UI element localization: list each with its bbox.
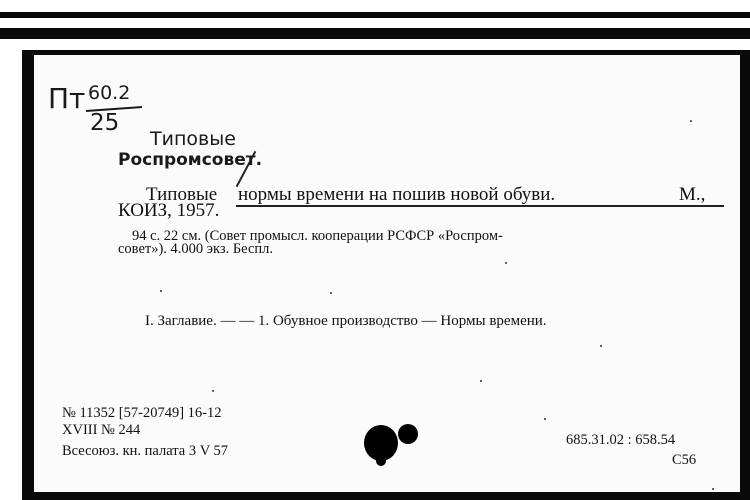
subject-tracing: I. Заглавие. — — 1. Обувное производство — Нормы времени. — [145, 313, 547, 329]
call-mark-denominator: 25 — [90, 110, 120, 136]
udc-classification: 685.31.02 : 658.54 — [566, 432, 676, 448]
series-continuation: совет»). 4.000 экз. Беспл. — [118, 241, 274, 257]
publication-place: М., — [679, 184, 706, 205]
speck — [160, 290, 162, 292]
title-first-word: Типовые — [146, 184, 218, 205]
scan-top-line — [0, 12, 750, 18]
speck — [480, 380, 482, 382]
title-underline — [236, 205, 724, 207]
speck — [712, 488, 714, 490]
scan-top-band — [0, 0, 750, 8]
physical-description: 94 с. 22 см. (Совет промысл. кооперации РСФСР «Роспром- — [132, 228, 503, 244]
handwritten-author: Роспромсовет. — [118, 150, 263, 170]
call-mark-numerator: 60.2 — [88, 82, 131, 104]
speck — [544, 418, 546, 420]
title-text: нормы времени на пошив новой обуви. — [238, 184, 556, 205]
speck — [212, 390, 214, 392]
ink-blot-drip — [376, 456, 386, 466]
speck — [330, 292, 332, 294]
speck — [600, 345, 602, 347]
registry-number: № 11352 [57-20749] 16-12 — [62, 405, 222, 421]
speck — [505, 262, 507, 264]
chamber-imprint: Всесоюз. кн. палата 3 V 57 — [62, 443, 229, 459]
class-code: С56 — [672, 452, 697, 468]
publisher-year: КОИЗ, 1957. — [118, 200, 220, 221]
speck — [690, 120, 692, 122]
call-mark-prefix: Пт — [48, 82, 86, 115]
volume-number: XVIII № 244 — [62, 422, 141, 438]
scan-second-line — [0, 28, 750, 39]
ink-blot-small — [398, 424, 418, 444]
handwritten-heading: Типовые — [150, 128, 236, 150]
